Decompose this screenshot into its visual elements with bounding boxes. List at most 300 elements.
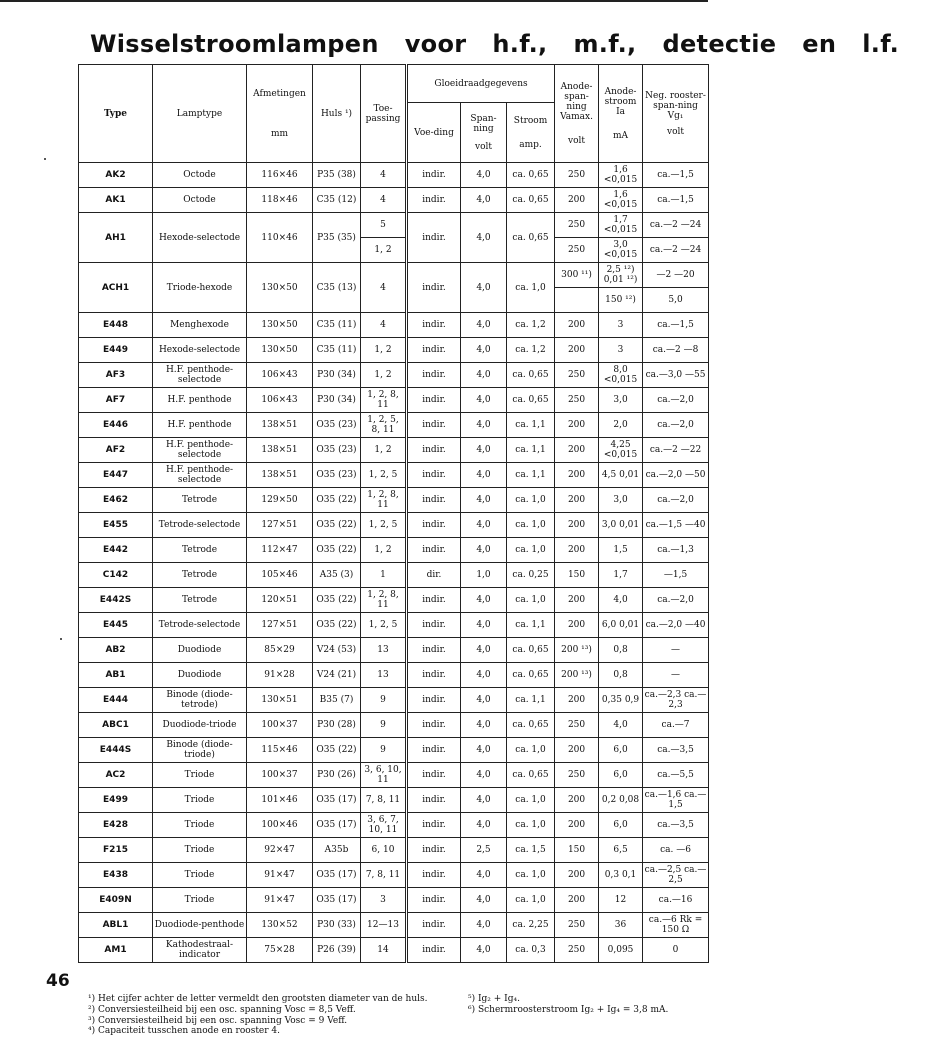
- cell-toe: 3, 6, 7, 10, 11: [361, 813, 407, 838]
- cell-stroom: ca. 1,0: [507, 788, 555, 813]
- cell-lamp: Tetrode: [153, 563, 247, 588]
- cell-span: 4,0: [461, 763, 507, 788]
- cell-lamp: Hexode-selectode: [153, 338, 247, 363]
- table-row: [79, 363, 709, 388]
- footnote: ¹) Het cijfer achter de letter vermeldt den grootsten diameter van de huls.: [88, 994, 428, 1004]
- cell-vg: ca.—2 —24: [643, 238, 709, 263]
- cell-span: 4,0: [461, 788, 507, 813]
- cell-lamp: Octode: [153, 188, 247, 213]
- cell-ia: 3,0 0,01: [599, 513, 643, 538]
- cell-type: E438: [79, 863, 153, 888]
- cell-ia: 6,5: [599, 838, 643, 863]
- cell-huls: O35 (22): [313, 488, 361, 513]
- header-afmetingen: Afmetingen mm: [247, 65, 313, 163]
- cell-voed: indir.: [407, 213, 461, 263]
- cell-huls: P30 (34): [313, 363, 361, 388]
- cell-stroom: ca. 0,65: [507, 713, 555, 738]
- cell-vg: ca.—2 —8: [643, 338, 709, 363]
- header-anodespanning: Anode-span-ning Vamax. volt: [555, 65, 599, 163]
- cell-lamp: H.F. penthode-selectode: [153, 363, 247, 388]
- cell-ia: 3,0 <0,015: [599, 238, 643, 263]
- cell-toe: 1, 2, 5: [361, 463, 407, 488]
- cell-toe: 1, 2: [361, 538, 407, 563]
- cell-dim: 120×51: [247, 588, 313, 613]
- cell-dim: 138×51: [247, 438, 313, 463]
- cell-vg: ca.—2,0: [643, 388, 709, 413]
- cell-voed: indir.: [407, 788, 461, 813]
- cell-voed: indir.: [407, 513, 461, 538]
- cell-dim: 130×51: [247, 688, 313, 713]
- cell-lamp: H.F. penthode: [153, 388, 247, 413]
- cell-dim: 130×50: [247, 338, 313, 363]
- footnote: ⁵) Ig₂ + Ig₄.: [468, 994, 520, 1004]
- cell-vg: ca. —6: [643, 838, 709, 863]
- table-row: [79, 263, 709, 288]
- cell-dim: 130×50: [247, 313, 313, 338]
- cell-dim: 118×46: [247, 188, 313, 213]
- cell-huls: O35 (17): [313, 813, 361, 838]
- cell-voed: indir.: [407, 613, 461, 638]
- cell-vg: ca.—1,5: [643, 313, 709, 338]
- cell-voed: indir.: [407, 688, 461, 713]
- cell-type: AB1: [79, 663, 153, 688]
- cell-span: 4,0: [461, 888, 507, 913]
- cell-span: 2,5: [461, 838, 507, 863]
- cell-voed: indir.: [407, 763, 461, 788]
- cell-ia: 1,5: [599, 538, 643, 563]
- cell-va: 200 ¹³): [555, 663, 599, 688]
- footnote: ³) Conversiesteilheid bij een osc. spanning Vosc = 9 Veff.: [88, 1015, 348, 1026]
- cell-vg: ca.—2,0: [643, 488, 709, 513]
- cell-toe: 4: [361, 263, 407, 313]
- cell-span: 4,0: [461, 463, 507, 488]
- cell-toe: 6, 10: [361, 838, 407, 863]
- cell-dim: 130×52: [247, 913, 313, 938]
- cell-voed: indir.: [407, 313, 461, 338]
- cell-dim: 138×51: [247, 463, 313, 488]
- cell-type: AF3: [79, 363, 153, 388]
- cell-span: 4,0: [461, 313, 507, 338]
- table-row: [79, 563, 709, 588]
- cell-voed: dir.: [407, 563, 461, 588]
- cell-huls: O35 (17): [313, 788, 361, 813]
- header-gloeidraad: Gloeidraadgegevens: [407, 65, 555, 103]
- cell-ia: 2,0: [599, 413, 643, 438]
- cell-stroom: ca. 0,25: [507, 563, 555, 588]
- cell-va: 200: [555, 863, 599, 888]
- cell-lamp: Triode: [153, 863, 247, 888]
- cell-va: 250: [555, 938, 599, 963]
- cell-va: 200: [555, 513, 599, 538]
- cell-stroom: ca. 0,65: [507, 638, 555, 663]
- header-spanning: Span-ning volt: [461, 103, 507, 163]
- cell-type: AB2: [79, 638, 153, 663]
- cell-vg: 0: [643, 938, 709, 963]
- cell-va: 200: [555, 438, 599, 463]
- cell-lamp: Duodiode-penthode: [153, 913, 247, 938]
- cell-lamp: Triode: [153, 788, 247, 813]
- cell-lamp: Binode (diode-tetrode): [153, 688, 247, 713]
- table-row: [79, 338, 709, 363]
- cell-huls: A35 (3): [313, 563, 361, 588]
- cell-dim: 100×37: [247, 713, 313, 738]
- cell-ia: 4,25 <0,015: [599, 438, 643, 463]
- cell-toe: 1, 2, 5, 8, 11: [361, 413, 407, 438]
- cell-vg: ca.—2 —22: [643, 438, 709, 463]
- cell-toe: 12—13: [361, 913, 407, 938]
- cell-va: 150: [555, 563, 599, 588]
- cell-stroom: ca. 1,0: [507, 488, 555, 513]
- cell-vg: ca.—1,5: [643, 163, 709, 188]
- cell-type: E462: [79, 488, 153, 513]
- cell-lamp: Triode: [153, 763, 247, 788]
- cell-stroom: ca. 1,0: [507, 513, 555, 538]
- cell-ia: 0,35 0,9: [599, 688, 643, 713]
- cell-toe: 1, 2, 8, 11: [361, 388, 407, 413]
- cell-toe: 1, 2: [361, 238, 407, 263]
- lamp-table: [78, 64, 709, 963]
- cell-type: AM1: [79, 938, 153, 963]
- cell-span: 4,0: [461, 188, 507, 213]
- cell-dim: 129×50: [247, 488, 313, 513]
- cell-toe: 9: [361, 738, 407, 763]
- cell-ia: 1,7: [599, 563, 643, 588]
- table-row: [79, 613, 709, 638]
- cell-stroom: ca. 1,0: [507, 538, 555, 563]
- cell-vg: —1,5: [643, 563, 709, 588]
- cell-type: E428: [79, 813, 153, 838]
- cell-toe: 4: [361, 313, 407, 338]
- cell-huls: P30 (26): [313, 763, 361, 788]
- cell-vg: ca.—6 Rk = 150 Ω: [643, 913, 709, 938]
- table-row: [79, 938, 709, 963]
- cell-toe: 1, 2, 8, 11: [361, 488, 407, 513]
- table-row: [79, 738, 709, 763]
- cell-toe: 1, 2: [361, 363, 407, 388]
- cell-toe: 1, 2, 5: [361, 513, 407, 538]
- table-row: [79, 413, 709, 438]
- cell-stroom: ca. 1,1: [507, 438, 555, 463]
- cell-huls: O35 (22): [313, 588, 361, 613]
- cell-span: 4,0: [461, 388, 507, 413]
- cell-voed: indir.: [407, 913, 461, 938]
- cell-huls: V24 (21): [313, 663, 361, 688]
- cell-stroom: ca. 1,0: [507, 588, 555, 613]
- cell-toe: 9: [361, 688, 407, 713]
- cell-ia: 3: [599, 313, 643, 338]
- table-row: [79, 388, 709, 413]
- cell-stroom: ca. 0,65: [507, 213, 555, 263]
- cell-stroom: ca. 0,3: [507, 938, 555, 963]
- cell-ia: 1,7 <0,015: [599, 213, 643, 238]
- cell-ia: 1,6 <0,015: [599, 163, 643, 188]
- table-row: [79, 813, 709, 838]
- cell-type: E445: [79, 613, 153, 638]
- cell-span: 1,0: [461, 563, 507, 588]
- header-toepassing: Toe-passing: [361, 65, 407, 163]
- cell-toe: 4: [361, 188, 407, 213]
- table-row: [79, 863, 709, 888]
- header-voeding: Voe-ding: [407, 103, 461, 163]
- cell-span: 4,0: [461, 163, 507, 188]
- cell-vg: ca.—1,6 ca.—1,5: [643, 788, 709, 813]
- cell-toe: 7, 8, 11: [361, 863, 407, 888]
- cell-vg: —2 —20: [643, 263, 709, 288]
- cell-ia: 5,0: [643, 288, 709, 313]
- cell-huls: P35 (35): [313, 213, 361, 263]
- cell-huls: C35 (13): [313, 263, 361, 313]
- cell-ia: 8,0 <0,015: [599, 363, 643, 388]
- cell-huls: P26 (39): [313, 938, 361, 963]
- table-row: [79, 438, 709, 463]
- cell-va: 200: [555, 413, 599, 438]
- cell-voed: indir.: [407, 938, 461, 963]
- cell-type: E449: [79, 338, 153, 363]
- cell-lamp: Tetrode: [153, 588, 247, 613]
- cell-lamp: Triode: [153, 813, 247, 838]
- page-number: 46: [46, 971, 70, 991]
- cell-va: 250: [555, 913, 599, 938]
- cell-voed: indir.: [407, 363, 461, 388]
- cell-ia: 3: [599, 338, 643, 363]
- cell-lamp: H.F. penthode-selectode: [153, 463, 247, 488]
- cell-lamp: Duodiode: [153, 638, 247, 663]
- cell-huls: V24 (53): [313, 638, 361, 663]
- table-row: [79, 838, 709, 863]
- cell-va: 250: [555, 763, 599, 788]
- cell-stroom: ca. 1,1: [507, 463, 555, 488]
- cell-stroom: ca. 1,2: [507, 313, 555, 338]
- cell-va: 200 ¹³): [555, 638, 599, 663]
- table-row: [79, 688, 709, 713]
- cell-voed: indir.: [407, 388, 461, 413]
- cell-vg: ca.—7: [643, 713, 709, 738]
- cell-type: AF2: [79, 438, 153, 463]
- cell-span: 4,0: [461, 863, 507, 888]
- cell-voed: indir.: [407, 888, 461, 913]
- title-word: detectie: [662, 30, 777, 58]
- cell-huls: O35 (23): [313, 413, 361, 438]
- header-type: Type: [79, 65, 153, 163]
- cell-huls: O35 (22): [313, 738, 361, 763]
- cell-huls: P30 (28): [313, 713, 361, 738]
- table-row: [79, 188, 709, 213]
- table-row: [79, 638, 709, 663]
- cell-lamp: Tetrode: [153, 538, 247, 563]
- cell-toe: 1: [361, 563, 407, 588]
- cell-ia: 4,5 0,01: [599, 463, 643, 488]
- cell-stroom: ca. 0,65: [507, 763, 555, 788]
- cell-toe: [555, 288, 599, 313]
- cell-span: 4,0: [461, 263, 507, 313]
- cell-type: E455: [79, 513, 153, 538]
- cell-va: 250: [555, 238, 599, 263]
- cell-type: AC2: [79, 763, 153, 788]
- cell-vg: ca.—1,5: [643, 188, 709, 213]
- table-row: [79, 538, 709, 563]
- cell-stroom: ca. 0,65: [507, 663, 555, 688]
- cell-ia: 2,5 ¹²) 0,01 ¹²): [599, 263, 643, 288]
- cell-dim: 127×51: [247, 613, 313, 638]
- cell-stroom: ca. 1,0: [507, 738, 555, 763]
- table-row: [79, 313, 709, 338]
- cell-type: ABC1: [79, 713, 153, 738]
- cell-lamp: Triode: [153, 838, 247, 863]
- cell-toe: 1, 2, 5: [361, 613, 407, 638]
- cell-type: F215: [79, 838, 153, 863]
- cell-huls: P30 (34): [313, 388, 361, 413]
- cell-huls: C35 (11): [313, 313, 361, 338]
- cell-type: E499: [79, 788, 153, 813]
- cell-voed: indir.: [407, 163, 461, 188]
- title-word: Wisselstroomlampen: [90, 30, 379, 58]
- cell-lamp: H.F. penthode-selectode: [153, 438, 247, 463]
- cell-lamp: Binode (diode-triode): [153, 738, 247, 763]
- title-word: voor: [404, 30, 467, 58]
- cell-stroom: ca. 1,2: [507, 338, 555, 363]
- cell-huls: O35 (22): [313, 613, 361, 638]
- cell-toe: 1, 2: [361, 338, 407, 363]
- cell-stroom: ca. 0,65: [507, 163, 555, 188]
- header-huls: Huls ¹): [313, 65, 361, 163]
- cell-type: AF7: [79, 388, 153, 413]
- cell-stroom: ca. 1,0: [507, 863, 555, 888]
- cell-voed: indir.: [407, 338, 461, 363]
- cell-span: 4,0: [461, 713, 507, 738]
- cell-ia: 0,2 0,08: [599, 788, 643, 813]
- cell-type: E446: [79, 413, 153, 438]
- margin-mark: [60, 638, 62, 640]
- cell-ia: 1,6 <0,015: [599, 188, 643, 213]
- cell-ia: 6,0: [599, 738, 643, 763]
- cell-voed: indir.: [407, 413, 461, 438]
- cell-lamp: Triode: [153, 888, 247, 913]
- cell-span: 4,0: [461, 363, 507, 388]
- cell-lamp: Tetrode-selectode: [153, 513, 247, 538]
- table-row: [79, 788, 709, 813]
- cell-lamp: Octode: [153, 163, 247, 188]
- table-row: [79, 488, 709, 513]
- title-word: h.f.,: [492, 30, 548, 58]
- cell-ia: 6,0: [599, 813, 643, 838]
- cell-stroom: ca. 0,65: [507, 363, 555, 388]
- cell-voed: indir.: [407, 188, 461, 213]
- title-word: l.f.: [862, 30, 900, 58]
- cell-type: AK1: [79, 188, 153, 213]
- cell-huls: O35 (17): [313, 863, 361, 888]
- cell-va: 200: [555, 613, 599, 638]
- cell-type: E442: [79, 538, 153, 563]
- cell-type: AH1: [79, 213, 153, 263]
- cell-lamp: Hexode-selectode: [153, 213, 247, 263]
- cell-voed: indir.: [407, 638, 461, 663]
- cell-ia: 0,3 0,1: [599, 863, 643, 888]
- cell-type: E409N: [79, 888, 153, 913]
- cell-ia: 0,8: [599, 638, 643, 663]
- cell-huls: O35 (22): [313, 513, 361, 538]
- cell-span: 4,0: [461, 913, 507, 938]
- cell-ia: 0,8: [599, 663, 643, 688]
- cell-dim: 75×28: [247, 938, 313, 963]
- table-row: [79, 888, 709, 913]
- cell-lamp: Duodiode: [153, 663, 247, 688]
- cell-voed: indir.: [407, 263, 461, 313]
- cell-span: 4,0: [461, 813, 507, 838]
- cell-toe: 3, 6, 10, 11: [361, 763, 407, 788]
- cell-toe: 14: [361, 938, 407, 963]
- cell-dim: 127×51: [247, 513, 313, 538]
- title-word: en: [802, 30, 837, 58]
- cell-span: 4,0: [461, 438, 507, 463]
- cell-lamp: Menghexode: [153, 313, 247, 338]
- cell-toe: 5: [361, 213, 407, 238]
- cell-vg: —: [643, 663, 709, 688]
- cell-va: 200: [555, 688, 599, 713]
- cell-span: 4,0: [461, 213, 507, 263]
- cell-va: 250: [555, 213, 599, 238]
- cell-span: 4,0: [461, 338, 507, 363]
- cell-dim: 116×46: [247, 163, 313, 188]
- cell-vg: ca.—3,5: [643, 813, 709, 838]
- cell-stroom: ca. 1,1: [507, 613, 555, 638]
- cell-voed: indir.: [407, 463, 461, 488]
- cell-stroom: ca. 1,1: [507, 688, 555, 713]
- cell-va: 200: [555, 338, 599, 363]
- cell-ia: 36: [599, 913, 643, 938]
- cell-ia: 6,0: [599, 763, 643, 788]
- cell-va: 300 ¹¹): [555, 263, 599, 288]
- page-title: [90, 30, 925, 58]
- cell-span: 4,0: [461, 513, 507, 538]
- cell-va: 200: [555, 888, 599, 913]
- cell-ia: 4,0: [599, 588, 643, 613]
- cell-ia: 3,0: [599, 488, 643, 513]
- cell-huls: O35 (17): [313, 888, 361, 913]
- cell-toe: 9: [361, 713, 407, 738]
- cell-stroom: ca. 0,65: [507, 388, 555, 413]
- cell-toe: 7, 8, 11: [361, 788, 407, 813]
- cell-va: 150: [555, 838, 599, 863]
- table-row: [79, 713, 709, 738]
- cell-vg: ca.—2,5 ca.—2,5: [643, 863, 709, 888]
- cell-stroom: ca. 1,0: [507, 263, 555, 313]
- cell-lamp: Kathodestraal-indicator: [153, 938, 247, 963]
- cell-va: 200: [555, 488, 599, 513]
- cell-voed: indir.: [407, 588, 461, 613]
- cell-span: 4,0: [461, 938, 507, 963]
- cell-ia: 0,095: [599, 938, 643, 963]
- table-row: [79, 763, 709, 788]
- cell-voed: indir.: [407, 813, 461, 838]
- header-stroom: Stroom amp.: [507, 103, 555, 163]
- cell-voed: indir.: [407, 863, 461, 888]
- footnote: ⁴) Capaciteit tusschen anode en rooster 4.: [88, 1026, 281, 1037]
- cell-lamp: H.F. penthode: [153, 413, 247, 438]
- table-row: [79, 913, 709, 938]
- cell-type: ABL1: [79, 913, 153, 938]
- cell-stroom: ca. 1,0: [507, 888, 555, 913]
- cell-va: 200: [555, 813, 599, 838]
- table-row: [79, 513, 709, 538]
- cell-dim: 106×43: [247, 363, 313, 388]
- cell-huls: O35 (22): [313, 538, 361, 563]
- cell-stroom: ca. 0,65: [507, 188, 555, 213]
- cell-huls: O35 (23): [313, 438, 361, 463]
- cell-va: 250: [555, 163, 599, 188]
- top-rule: [0, 0, 708, 2]
- table-row: [79, 463, 709, 488]
- cell-dim: 101×46: [247, 788, 313, 813]
